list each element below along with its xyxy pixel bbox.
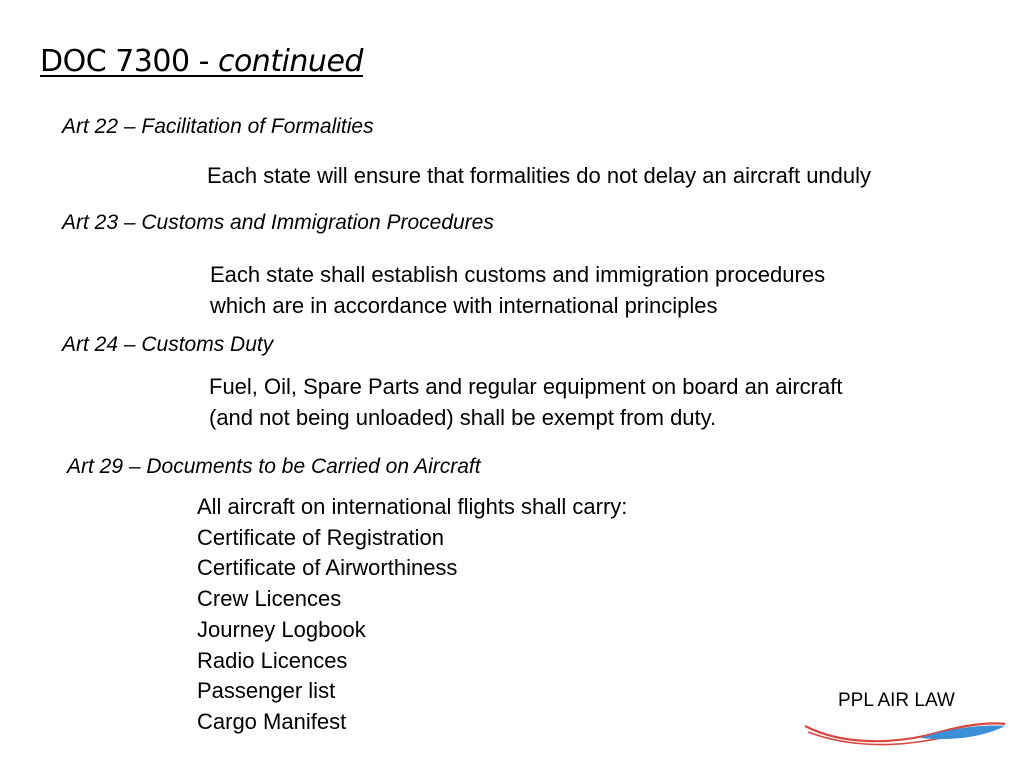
article-23-line: Each state shall establish customs and immigration procedures bbox=[210, 262, 826, 287]
title-main: DOC 7300 - bbox=[40, 44, 218, 79]
documents-intro: All aircraft on international flights shall carry: bbox=[197, 494, 628, 519]
list-item: Journey Logbook bbox=[197, 616, 366, 642]
article-24-line: Fuel, Oil, Spare Parts and regular equipment on board an aircraft bbox=[209, 374, 843, 399]
article-24-line: (and not being unloaded) shall be exempt from duty. bbox=[209, 405, 717, 430]
article-24-heading: Art 24 – Customs Duty bbox=[62, 333, 274, 356]
page-title bbox=[40, 44, 363, 79]
article-23-line: which are in accordance with international principles bbox=[210, 293, 718, 318]
list-item: Cargo Manifest bbox=[197, 708, 347, 734]
footer-label: PPL AIR LAW bbox=[838, 690, 955, 711]
article-29-heading: Art 29 – Documents to be Carried on Aircraft bbox=[67, 455, 481, 478]
article-23-heading: Art 23 – Customs and Immigration Procedures bbox=[62, 211, 494, 234]
documents-list bbox=[197, 492, 627, 738]
list-item: Passenger list bbox=[197, 678, 336, 704]
article-22-body bbox=[207, 160, 871, 191]
logo-swoosh-icon bbox=[800, 712, 1010, 752]
list-item: Radio Licences bbox=[197, 647, 348, 673]
article-22-heading: Art 22 – Facilitation of Formalities bbox=[62, 115, 374, 138]
article-22-line: Each state will ensure that formalities do not delay an aircraft unduly bbox=[207, 163, 872, 188]
list-item: Certificate of Airworthiness bbox=[197, 555, 458, 581]
article-23-body bbox=[210, 259, 825, 321]
list-item: Crew Licences bbox=[197, 586, 342, 612]
title-continued: continued bbox=[217, 44, 363, 79]
article-24-body bbox=[209, 371, 842, 433]
list-item: Certificate of Registration bbox=[197, 524, 444, 550]
